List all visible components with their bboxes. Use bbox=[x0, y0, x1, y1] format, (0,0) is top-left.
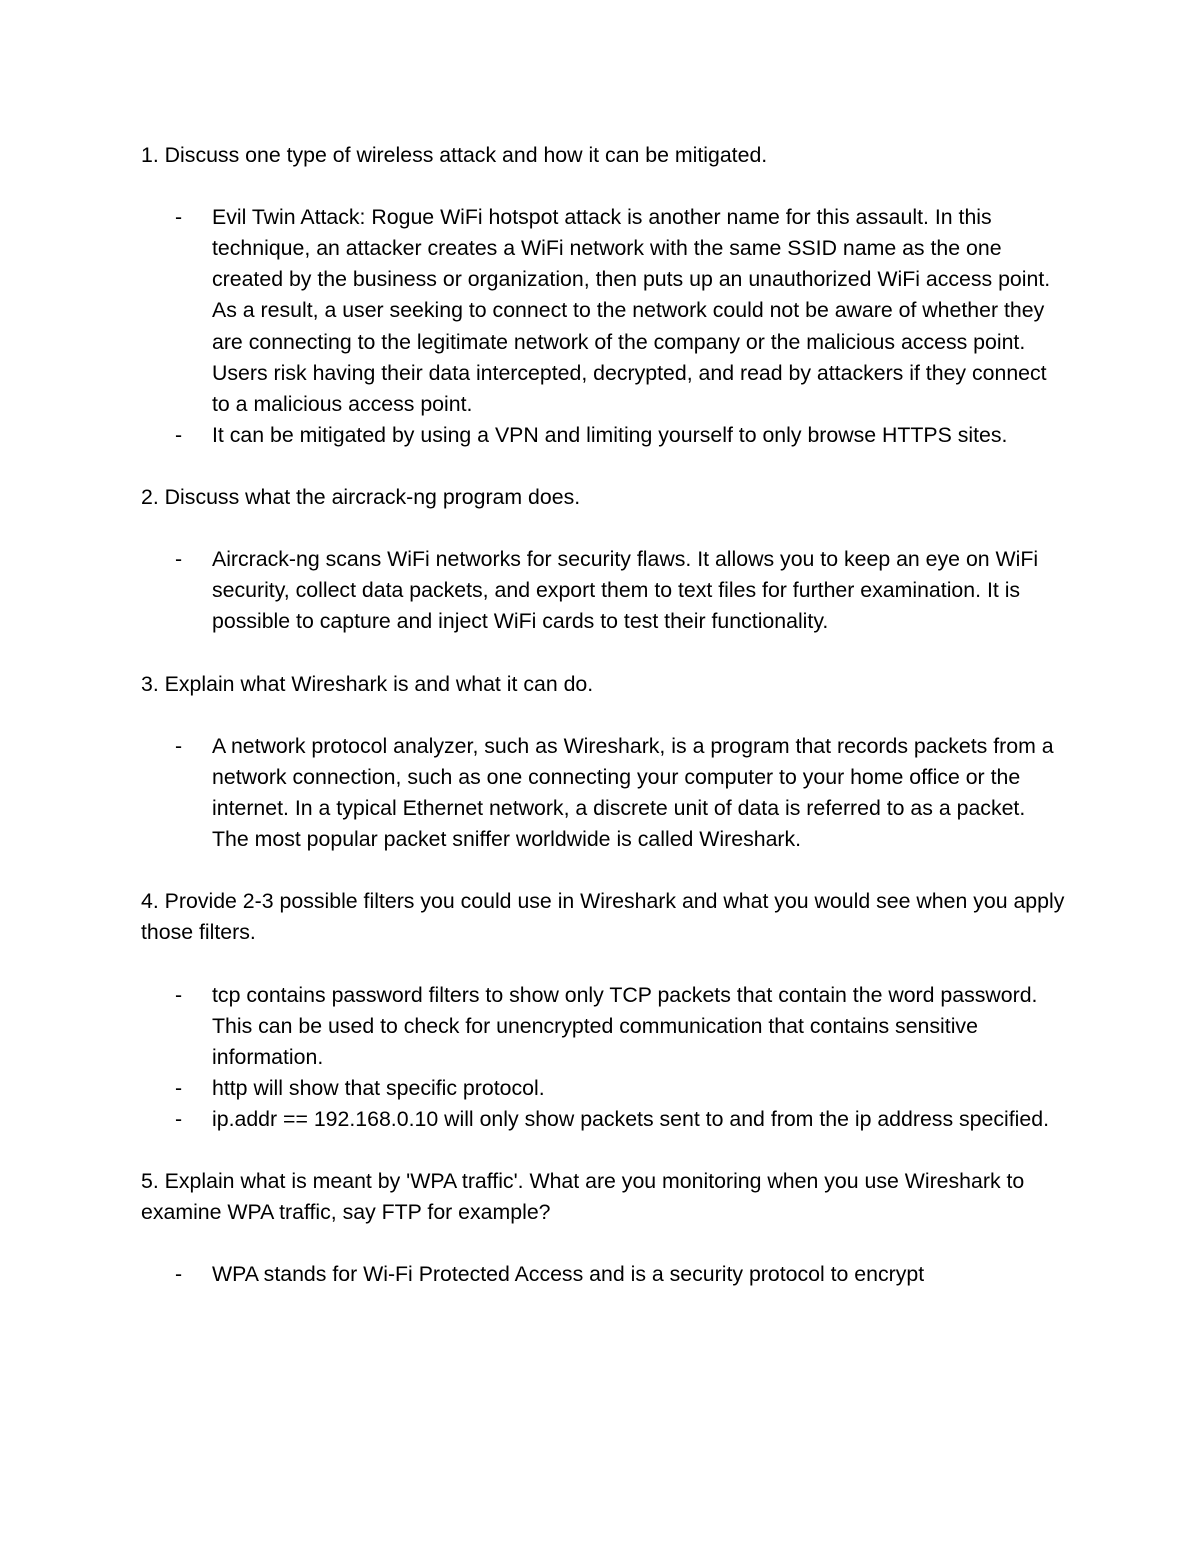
answer-list-3 bbox=[141, 731, 1066, 855]
answer-list-5 bbox=[141, 1259, 1066, 1290]
question-5: 5. Explain what is meant by 'WPA traffic'. What are you monitoring when you use Wireshark to examine WPA traffic, say FTP for example? bbox=[141, 1169, 1025, 1225]
bullet-dash: - bbox=[175, 422, 183, 447]
answer-item bbox=[141, 420, 1066, 451]
answer-item bbox=[141, 731, 1066, 855]
bullet-dash: - bbox=[175, 205, 183, 230]
section-2 bbox=[141, 482, 1066, 637]
answer-text: ip.addr == 192.168.0.10 will only show packets sent to and from the ip address specified. bbox=[212, 1106, 1049, 1131]
answer-item bbox=[141, 544, 1066, 637]
answer-text: Evil Twin Attack: Rogue WiFi hotspot attack is another name for this assault. In this technique, an attacker creates a WiFi network with the same SSID name as the one created by the business or organization, then puts up an unauthorized WiFi access point. As a result, a user seeking to connect to the network could not be aware of whether they are connecting to the legitimate network of the company or the malicious access point. Users risk having their data intercepted, decrypted, and read by attackers if they connect to a malicious access point. bbox=[212, 205, 1051, 416]
document-body bbox=[141, 140, 1066, 1322]
answer-text: Aircrack-ng scans WiFi networks for security flaws. It allows you to keep an eye on WiFi security, collect data packets, and export them to text files for further examination. It is possible to capture and inject WiFi cards to test their functionality. bbox=[212, 547, 1039, 634]
section-1 bbox=[141, 140, 1066, 451]
question-2: 2. Discuss what the aircrack-ng program does. bbox=[141, 485, 581, 510]
answer-list-4 bbox=[141, 980, 1066, 1135]
answer-item bbox=[141, 1073, 1066, 1104]
bullet-dash: - bbox=[175, 1262, 183, 1287]
answer-list-1 bbox=[141, 202, 1066, 451]
answer-item bbox=[141, 980, 1066, 1073]
section-4 bbox=[141, 886, 1066, 1135]
answer-item bbox=[141, 1104, 1066, 1135]
bullet-dash: - bbox=[175, 1106, 183, 1131]
bullet-dash: - bbox=[175, 733, 183, 758]
answer-text: http will show that specific protocol. bbox=[212, 1075, 545, 1100]
section-3 bbox=[141, 669, 1066, 856]
answer-text: tcp contains password filters to show only TCP packets that contain the word password. This can be used to check for unencrypted communication that contains sensitive information. bbox=[212, 982, 1038, 1069]
answer-text: WPA stands for Wi-Fi Protected Access and is a security protocol to encrypt bbox=[212, 1262, 925, 1287]
section-5 bbox=[141, 1166, 1066, 1290]
bullet-dash: - bbox=[175, 1075, 183, 1100]
question-4: 4. Provide 2-3 possible filters you could use in Wireshark and what you would see when you apply those filters. bbox=[141, 889, 1065, 945]
answer-list-2 bbox=[141, 544, 1066, 637]
answer-text: A network protocol analyzer, such as Wireshark, is a program that records packets from a network connection, such as one connecting your computer to your home office or the internet. In a typical Ethernet network, a discrete unit of data is referred to as a packet. The most popular packet sniffer worldwide is called Wireshark. bbox=[212, 733, 1054, 852]
bullet-dash: - bbox=[175, 982, 183, 1007]
answer-text: It can be mitigated by using a VPN and limiting yourself to only browse HTTPS sites. bbox=[212, 422, 1008, 447]
bullet-dash: - bbox=[175, 547, 183, 572]
question-3: 3. Explain what Wireshark is and what it can do. bbox=[141, 671, 594, 696]
question-1: 1. Discuss one type of wireless attack and how it can be mitigated. bbox=[141, 143, 768, 167]
answer-item bbox=[141, 202, 1066, 420]
answer-item bbox=[141, 1259, 1066, 1290]
